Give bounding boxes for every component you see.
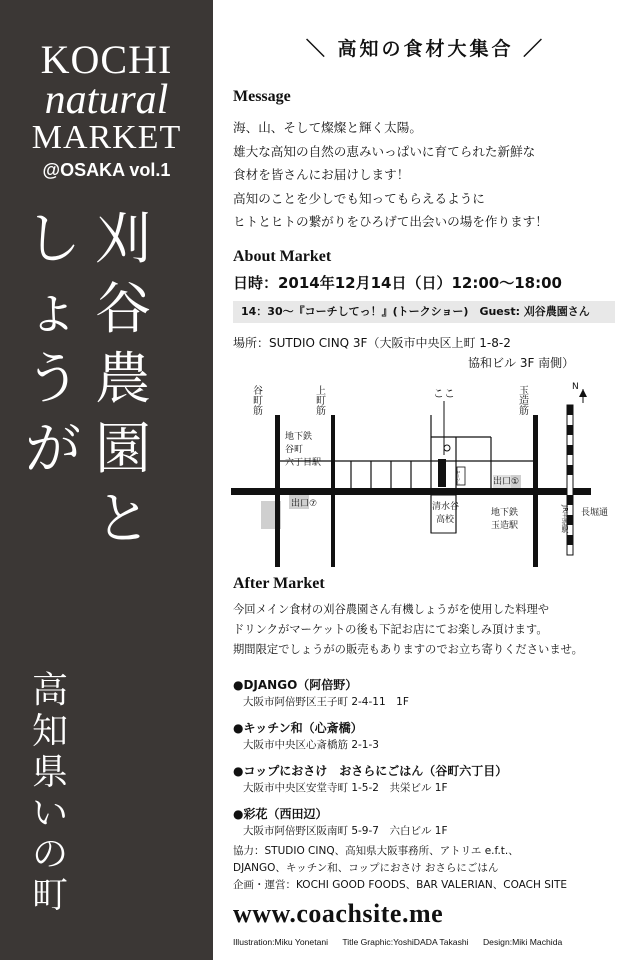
after-line: 期間限定でしょうがの販売もありますのでお立ち寄りくださいませ。 bbox=[233, 643, 583, 656]
label-station2-l2: 玉造駅 bbox=[491, 521, 519, 531]
after-heading: After Market bbox=[233, 575, 325, 592]
title-osaka-vol: @OSAKA vol.1 bbox=[42, 160, 171, 180]
message-line: 高知のことを少しでも知ってもらえるように bbox=[233, 190, 485, 206]
venue-marker bbox=[438, 459, 446, 487]
left-title-panel bbox=[0, 0, 213, 960]
message-line: ヒトとヒトの繋がりをひろげて出会いの場を作ります！ bbox=[233, 214, 548, 229]
label-station2-l1: 地下鉄 bbox=[491, 508, 519, 518]
access-map bbox=[231, 375, 631, 570]
organizer-credits bbox=[233, 843, 638, 894]
title-graphic-credit: Title Graphic:YoshiDADA Takashi bbox=[342, 937, 469, 947]
message-heading: Message bbox=[233, 88, 291, 105]
illustration-credit: Illustration:Miku Yonetani bbox=[233, 937, 329, 947]
label-exit1: 出口① bbox=[493, 477, 520, 487]
shop-address: 大阪市阿倍野区阪南町 5-9-7 六白ビル 1F bbox=[243, 825, 448, 837]
ginger-column: し ょ う が bbox=[25, 207, 81, 482]
label-tanimachi-suji: 谷町筋 bbox=[250, 385, 262, 415]
message-line: 食材を皆さんにお届けします！ bbox=[233, 167, 410, 182]
shop-name: ●DJANGO（阿倍野） bbox=[233, 678, 358, 692]
shop-item bbox=[233, 805, 633, 848]
label-station1-l2: 谷町 bbox=[285, 445, 304, 455]
lawson-label: ローソン bbox=[456, 470, 462, 486]
credits-line: DJANGO、キッチン和、コップにおさけ おさらにごはん bbox=[233, 862, 499, 874]
label-jr-station: JR玉造駅 bbox=[561, 505, 569, 533]
shop-item bbox=[233, 719, 633, 762]
message-line: 雄大な高知の自然の恵みいっぱいに育てられた新鮮な bbox=[233, 143, 536, 159]
about-heading: About Market bbox=[233, 248, 332, 265]
message-body bbox=[233, 116, 633, 234]
label-exit7: 出口⑦ bbox=[291, 499, 318, 509]
shop-list bbox=[233, 676, 633, 848]
shop-name: ●コップにおさけ おさらにごはん（谷町六丁目） bbox=[233, 764, 508, 778]
right-content bbox=[213, 0, 638, 960]
talk-show-box: 14：30〜『コーチしてっ！』(トークショー) Guest: 刈谷農園さん bbox=[233, 301, 615, 323]
shop-name: ●キッチン和（心斎橋） bbox=[233, 721, 363, 735]
title-natural: natural bbox=[44, 77, 169, 123]
title-kochi: KOCHI bbox=[40, 37, 173, 82]
label-school-l2: 高校 bbox=[436, 515, 455, 525]
label-uemachi-suji: 上町筋 bbox=[313, 385, 325, 415]
event-date: 日時：2014年12月14日（日）12:00〜18:00 bbox=[233, 274, 562, 292]
label-tamatsukuri-suji: 玉造筋 bbox=[516, 385, 528, 415]
after-body bbox=[233, 600, 638, 660]
shop-item bbox=[233, 676, 633, 719]
design-credits bbox=[233, 937, 638, 947]
after-line: ドリンクがマーケットの後も下記お店にてお楽しみ頂けます。 bbox=[233, 623, 548, 636]
shop-name: ●彩花（西田辺） bbox=[233, 807, 328, 821]
label-station1-l1: 地下鉄 bbox=[285, 432, 313, 442]
shop-address: 大阪市中央区安堂寺町 1-5-2 共栄ビル 1F bbox=[243, 782, 448, 794]
shop-address: 大阪市阿倍野区王子町 2-4-11 1F bbox=[243, 696, 409, 708]
label-station1-l3: 六丁目駅 bbox=[285, 458, 322, 468]
shop-address: 大阪市中央区心斎橋筋 2-1-3 bbox=[243, 739, 379, 751]
north-arrow-icon bbox=[579, 389, 587, 397]
label-here: ここ bbox=[433, 387, 455, 400]
credits-line: 企画・運営：KOCHI GOOD FOODS、BAR VALERIAN、COACH SITE bbox=[233, 879, 568, 891]
headline: ＼ 高知の食材大集合 ／ bbox=[305, 38, 546, 60]
map-street-uemachi bbox=[331, 415, 335, 567]
place-line-1: 場所：SUTDIO CINQ 3F（大阪市中央区上町 1-8-2 bbox=[233, 336, 511, 350]
message-line: 海、山、そして燦燦と輝く太陽。 bbox=[233, 120, 422, 135]
title-market: MARKET bbox=[31, 119, 182, 156]
design-credit: Design:Miki Machida bbox=[482, 937, 563, 947]
farm-title-vertical bbox=[0, 205, 213, 635]
map-street-tamatsukuri bbox=[533, 415, 538, 567]
label-school-l1: 清水谷 bbox=[432, 502, 460, 512]
map-street-tanimachi bbox=[275, 415, 280, 567]
farm-name-column: 刈 谷 農 園 と bbox=[95, 207, 151, 552]
credits-line: 協力：STUDIO CINQ、高知県大阪事務所、アトリエ e.f.t.、 bbox=[233, 845, 519, 857]
shop-item bbox=[233, 762, 633, 805]
place-line-2: 協和ビル 3F 南側） bbox=[468, 356, 575, 370]
website-link[interactable]: www.coachsite.me bbox=[233, 899, 444, 928]
town-name-vertical: 高 知 県 い の 町 bbox=[31, 670, 68, 916]
after-line: 今回メイン食材の刈谷農園さん有機しょうがを使用した料理や bbox=[233, 603, 550, 616]
north-label: N bbox=[572, 382, 579, 392]
label-nagahoridori: 長堀通 bbox=[581, 508, 609, 518]
